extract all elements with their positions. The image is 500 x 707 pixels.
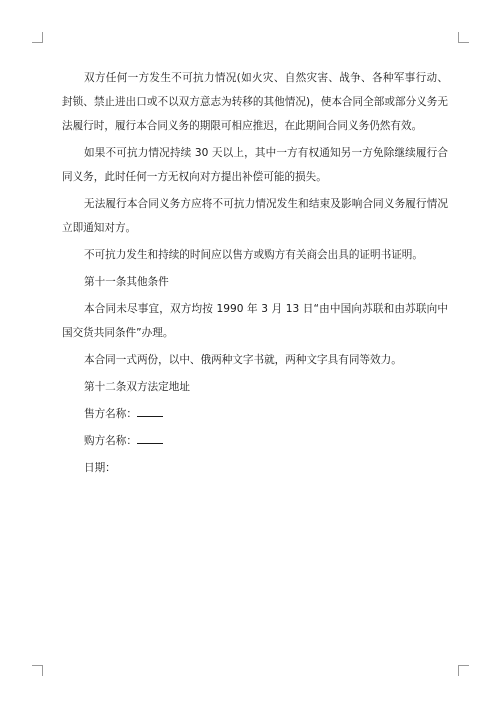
buyer-name-blank: [137, 432, 163, 444]
buyer-name-line: [62, 429, 448, 453]
crop-mark-bottom-left: [32, 665, 43, 676]
seller-name-label: 售方名称：: [84, 408, 137, 420]
document-body: [62, 66, 448, 483]
date-line: [62, 456, 448, 480]
crop-mark-bottom-right: [458, 665, 469, 676]
other-conditions-paragraph: 本合同未尽事宜，双方均按 1990 年 3 月 13 日“由中国向苏联和由苏联向中国交货共同条件”办理。: [62, 303, 448, 339]
certificate-paragraph: 不可抗力发生和持续的时间应以售方或购方有关商会出具的证明书证明。: [84, 249, 423, 261]
notification-paragraph: 无法履行本合同义务方应将不可抗力情况发生和结束及影响合同义务履行情况立即通知对方。: [62, 198, 448, 234]
seller-name-line: [62, 402, 448, 426]
date-label: 日期：: [84, 462, 116, 474]
seller-name-blank: [137, 405, 163, 417]
copies-paragraph: 本合同一式两份，以中、俄两种文字书就，两种文字具有同等效力。: [84, 354, 402, 366]
article-11-heading: 第十一条其他条件: [84, 276, 169, 288]
buyer-name-label: 购方名称：: [84, 435, 137, 447]
article-12-heading: 第十二条双方法定地址: [84, 381, 190, 393]
crop-mark-top-left: [32, 32, 43, 43]
termination-paragraph: 如果不可抗力情况持续 30 天以上，其中一方有权通知另一方免除继续履行合同义务，此时任何一方无权向对方提出补偿可能的损失。: [62, 147, 448, 183]
force-majeure-paragraph: 双方任何一方发生不可抗力情况(如火灾、自然灾害、战争、各种军事行动、封锁、禁止进出口或不以双方意志为转移的其他情况)，使本合同全部或部分义务无法履行时，履行本合同义务的期限可相应推迟，在此期间合同义务仍然有效。: [62, 72, 448, 132]
crop-mark-top-right: [458, 32, 469, 43]
